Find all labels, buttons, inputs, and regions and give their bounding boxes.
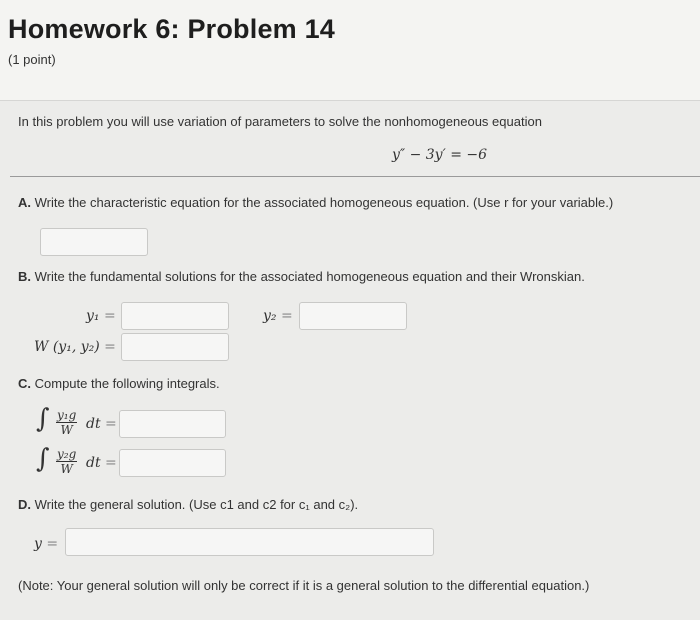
- y2-equals: =: [280, 308, 293, 324]
- integral-2-dt: [86, 455, 117, 471]
- y1-label: [86, 308, 116, 324]
- wronskian-input[interactable]: [121, 333, 229, 361]
- part-b-text: Write the fundamental solutions for the associated homogeneous equation and their Wronskian.: [34, 269, 585, 284]
- y2-input[interactable]: [299, 302, 407, 330]
- part-d-label: D.: [18, 497, 31, 512]
- part-d-prompt: [18, 497, 358, 512]
- integral-1-fraction: [56, 408, 77, 437]
- integral-1-numerator: y₁g: [57, 408, 77, 422]
- part-c-label: C.: [18, 376, 31, 391]
- wronskian-equals: =: [104, 339, 116, 355]
- y1-input[interactable]: [121, 302, 229, 330]
- integral-1-equals: =: [105, 416, 117, 432]
- integral-1-denominator: W: [60, 423, 73, 437]
- general-solution-label: [34, 536, 58, 552]
- page-title: Homework 6: Problem 14: [8, 14, 336, 44]
- general-solution-equals: =: [46, 536, 59, 552]
- wronskian-label: [34, 339, 116, 355]
- general-solution-symbol: y: [34, 536, 42, 552]
- part-c-prompt: [18, 376, 220, 391]
- points-label: (1 point): [8, 52, 56, 67]
- part-d-text: Write the general solution. (Use c1 and c2 for c₁ and c₂).: [34, 497, 359, 512]
- characteristic-equation-input[interactable]: [40, 228, 148, 256]
- part-c-text: Compute the following integrals.: [34, 376, 220, 391]
- divider: [10, 176, 700, 177]
- y1-symbol: y₁: [86, 308, 100, 324]
- integral-2-equals: =: [105, 455, 117, 471]
- note-text: (Note: Your general solution will only be correct if it is a general solution to the differential equation.): [18, 578, 590, 593]
- part-a-text: Write the characteristic equation for the associated homogeneous equation. (Use r for your variable.): [34, 195, 614, 210]
- integral-2-numerator: y₂g: [57, 447, 77, 461]
- integral-2-denominator: W: [60, 462, 73, 476]
- part-b-prompt: [18, 269, 585, 284]
- y1-equals: =: [103, 308, 116, 324]
- general-solution-input[interactable]: [65, 528, 434, 556]
- integral-1-dt-symbol: dt: [86, 416, 101, 432]
- y2-symbol: y₂: [263, 308, 277, 324]
- differential-equation: y″ − 3y′ = −6: [392, 147, 488, 163]
- intro-text: In this problem you will use variation of parameters to solve the nonhomogeneous equation: [18, 114, 542, 129]
- y2-label: [263, 308, 293, 324]
- part-a-prompt: [18, 195, 613, 210]
- integral-1-sign: ∫: [36, 404, 50, 434]
- part-b-label: B.: [18, 269, 31, 284]
- integral-1-input[interactable]: [119, 410, 226, 438]
- wronskian-symbol: W (y₁, y₂): [34, 339, 100, 355]
- part-a-label: A.: [18, 195, 31, 210]
- integral-2-dt-symbol: dt: [86, 455, 101, 471]
- integral-2-input[interactable]: [119, 449, 226, 477]
- integral-2-fraction: [56, 447, 77, 476]
- integral-1-dt: [86, 416, 117, 432]
- integral-2-sign: ∫: [36, 444, 50, 474]
